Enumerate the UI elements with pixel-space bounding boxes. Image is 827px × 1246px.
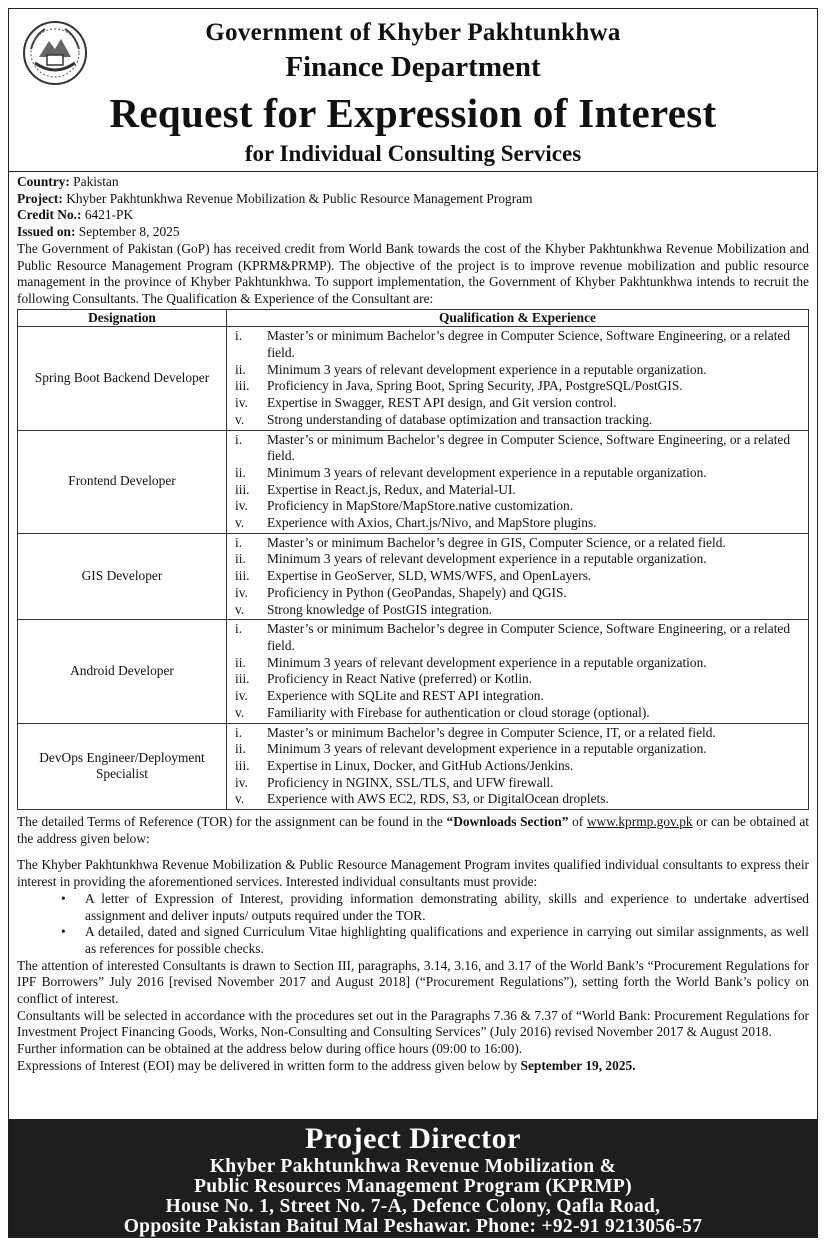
item-text: Minimum 3 years of relevant development experience in a reputable organization. — [267, 361, 707, 377]
meta-line — [17, 174, 809, 191]
meta-label: Issued on: — [17, 224, 76, 240]
item-number: iii. — [235, 568, 250, 584]
qualification-cell — [227, 723, 809, 810]
item-text: Minimum 3 years of relevant development experience in a reputable organization. — [267, 551, 707, 567]
table-header-row — [18, 309, 809, 327]
meta-label: Project: — [17, 190, 63, 206]
item-number: iv. — [235, 774, 248, 790]
item-text: Experience with Axios, Chart.js/Nivo, and MapStore plugins. — [267, 515, 597, 531]
intro-paragraph: The Government of Pakistan (GoP) has received credit from World Bank towards the cost of the Khyber Pakhtunkhwa Revenue Mobilization and Public Resource Management Program (KPRM&PRMP). The objective of the project is to improve revenue mobilization and public resource management in the province of Khyber Pakhtunkhwa. To support implementation, the Government of Khyber Pakhtunkhwa intends to recruit the following Consultants. The Qualification & Experience of the Consultant are: — [17, 240, 809, 306]
meta-label: Credit No.: — [17, 207, 82, 223]
qualification-cell — [227, 620, 809, 723]
item-number: i. — [235, 534, 243, 550]
item-number: ii. — [235, 361, 246, 377]
bullet-icon: • — [61, 924, 66, 940]
page-title: Request for Expression of Interest — [109, 90, 717, 136]
item-number: v. — [235, 704, 245, 720]
item-number: v. — [235, 791, 245, 807]
eoi-paragraph — [17, 1058, 809, 1075]
advertisement-page — [8, 8, 818, 1238]
invite-paragraph: The Khyber Pakhtunkhwa Revenue Mobilization & Public Resource Management Program invites qualified individual consultants to express their interest in providing the aforementioned services. Interested individual consultants must provide: — [17, 857, 809, 890]
project-director-title: Project Director — [305, 1122, 521, 1155]
content — [9, 172, 817, 1075]
item-number: iii. — [235, 671, 250, 687]
item-number: iii. — [235, 378, 250, 394]
item-text: Experience with SQLite and REST API integration. — [267, 688, 544, 704]
tor-paragraph — [17, 814, 809, 847]
address-line-2: Public Resources Management Program (KPRMP) — [194, 1176, 632, 1197]
bullet-icon: • — [61, 890, 66, 906]
item-number: ii. — [235, 551, 246, 567]
item-number: ii. — [235, 464, 246, 480]
table-row — [18, 430, 809, 533]
item-number: iii. — [235, 481, 250, 497]
item-text: Expertise in Linux, Docker, and GitHub Actions/Jenkins. — [267, 757, 574, 773]
tor-text-after: or can be obtained at the address given below: — [17, 814, 809, 846]
qualification-list — [227, 328, 802, 428]
requirements-list — [17, 891, 809, 958]
item-number: ii. — [235, 741, 246, 757]
tor-text-of: of — [568, 814, 587, 830]
item-number: v. — [235, 411, 245, 427]
page-subtitle: for Individual Consulting Services — [244, 141, 582, 166]
item-number: i. — [235, 724, 243, 740]
bullet-text: A detailed, dated and signed Curriculum Vitae highlighting qualifications and experience in carrying out similar assignments, as well as references for possible checks. — [85, 924, 809, 956]
designation-cell: Android Developer — [18, 620, 227, 723]
table-row — [18, 533, 809, 620]
meta-line — [17, 207, 809, 224]
list-item — [17, 924, 809, 957]
address-line-3: House No. 1, Street No. 7-A, Defence Colony, Qafla Road, — [165, 1196, 661, 1217]
item-text: Minimum 3 years of relevant development experience in a reputable organization. — [267, 654, 707, 670]
table-row — [18, 723, 809, 810]
qualification-list — [227, 725, 802, 809]
designation-cell: GIS Developer — [18, 533, 227, 620]
item-text: Master’s or minimum Bachelor’s degree in Computer Science, Software Engineering, or a related field. — [267, 621, 791, 653]
item-text: Proficiency in NGINX, SSL/TLS, and UFW firewall. — [267, 774, 554, 790]
item-text: Proficiency in MapStore/MapStore.native customization. — [267, 498, 574, 514]
item-text: Strong knowledge of PostGIS integration. — [267, 601, 493, 617]
item-text: Experience with AWS EC2, RDS, S3, or DigitalOcean droplets. — [267, 791, 609, 807]
table-row — [18, 620, 809, 723]
item-number: iv. — [235, 584, 248, 600]
bullet-text: A letter of Expression of Interest, providing information demonstrating ability, skills and experience to undertake advertised assignment and deliver inputs/ outputs required under the TOR. — [85, 890, 809, 923]
designation-cell: Frontend Developer — [18, 430, 227, 533]
project-meta — [17, 174, 809, 241]
item-text: Proficiency in Python (GeoPandas, Shapely) and QGIS. — [267, 584, 567, 600]
item-text: Minimum 3 years of relevant development experience in a reputable organization. — [267, 741, 707, 757]
item-text: Strong understanding of database optimization and transaction tracking. — [267, 411, 653, 427]
downloads-section-label: “Downloads Section” — [446, 814, 569, 830]
qualification-list — [227, 432, 802, 532]
designation-cell: DevOps Engineer/Deployment Specialist — [18, 723, 227, 810]
department-title: Finance Department — [285, 51, 541, 83]
header — [9, 9, 817, 172]
designation-header: Designation — [18, 309, 227, 327]
item-number: iv. — [235, 395, 248, 411]
item-text: Minimum 3 years of relevant development experience in a reputable organization. — [267, 464, 707, 480]
qualification-header: Qualification & Experience — [227, 309, 809, 327]
table-row — [18, 327, 809, 430]
qualification-list — [227, 621, 802, 721]
website-link[interactable]: www.kprmp.gov.pk — [586, 814, 693, 830]
item-text: Proficiency in Java, Spring Boot, Spring Security, JPA, PostgreSQL/PostGIS. — [267, 378, 683, 394]
meta-label: Country: — [17, 174, 70, 189]
item-text: Expertise in Swagger, REST API design, and Git version control. — [267, 395, 617, 411]
item-text: Master’s or minimum Bachelor’s degree in GIS, Computer Science, or a related field. — [267, 534, 726, 550]
meta-value: Khyber Pakhtunkhwa Revenue Mobilization & Public Resource Management Program — [62, 190, 533, 206]
meta-value: Pakistan — [69, 174, 119, 189]
item-text: Expertise in React.js, Redux, and Material-UI. — [267, 481, 516, 497]
selection-paragraph: Consultants will be selected in accordance with the procedures set out in the Paragraphs 7.36 & 7.37 of “World Bank: Procurement Regulations for Investment Project Financing Goods, Works, Non-Consulting and Consulting Services” (July 2016) revised November 2017 & August 2018. — [17, 1007, 809, 1040]
meta-value: September 8, 2025 — [75, 224, 180, 240]
item-text: Master’s or minimum Bachelor’s degree in Computer Science, IT, or a related field. — [267, 724, 716, 740]
item-number: iv. — [235, 498, 248, 514]
item-number: v. — [235, 601, 245, 617]
eoi-text: Expressions of Interest (EOI) may be delivered in written form to the address given below by — [17, 1057, 521, 1073]
item-number: i. — [235, 621, 243, 637]
meta-value: 6421-PK — [81, 207, 134, 223]
qualification-cell — [227, 327, 809, 430]
tor-text: The detailed Terms of Reference (TOR) for the assignment can be found in the — [17, 814, 447, 830]
item-number: i. — [235, 431, 243, 447]
attention-paragraph: The attention of interested Consultants is drawn to Section III, paragraphs, 3.14, 3.16, and 3.17 of the World Bank’s “Procurement Regulations for IPF Borrowers” July 2016 [revised November 2017 and August 2018] (“Procurement Regulations”), setting forth the World Bank’s policy on conflict of interest. — [17, 957, 809, 1007]
item-text: Master’s or minimum Bachelor’s degree in Computer Science, Software Engineering, or a related field. — [267, 328, 791, 361]
address-line-1: Khyber Pakhtunkhwa Revenue Mobilization & — [209, 1156, 617, 1177]
item-number: iv. — [235, 688, 248, 704]
government-title: Government of Khyber Pakhtunkhwa — [205, 19, 621, 46]
item-number: iii. — [235, 757, 250, 773]
contact-footer — [9, 1119, 817, 1237]
item-text: Familiarity with Firebase for authentication or cloud storage (optional). — [267, 704, 650, 720]
qualification-cell — [227, 533, 809, 620]
address-line-4: Opposite Pakistan Baitul Mal Peshawar. Phone: +92-91 9213056-57 — [123, 1216, 703, 1237]
meta-line — [17, 224, 809, 241]
qualification-list — [227, 535, 802, 619]
consultants-table — [17, 309, 809, 810]
further-info-paragraph: Further information can be obtained at the address below during office hours (09:00 to 16:00). — [17, 1041, 523, 1057]
item-text: Master’s or minimum Bachelor’s degree in Computer Science, Software Engineering, or a related field. — [267, 431, 791, 464]
list-item — [17, 891, 809, 924]
item-number: ii. — [235, 654, 246, 670]
meta-line — [17, 191, 809, 208]
item-number: v. — [235, 515, 245, 531]
item-number: i. — [235, 328, 243, 344]
qualification-cell — [227, 430, 809, 533]
item-text: Proficiency in React Native (preferred) or Kotlin. — [267, 671, 533, 687]
designation-cell: Spring Boot Backend Developer — [18, 327, 227, 430]
item-text: Expertise in GeoServer, SLD, WMS/WFS, and OpenLayers. — [267, 568, 592, 584]
eoi-deadline: September 19, 2025. — [520, 1057, 636, 1073]
